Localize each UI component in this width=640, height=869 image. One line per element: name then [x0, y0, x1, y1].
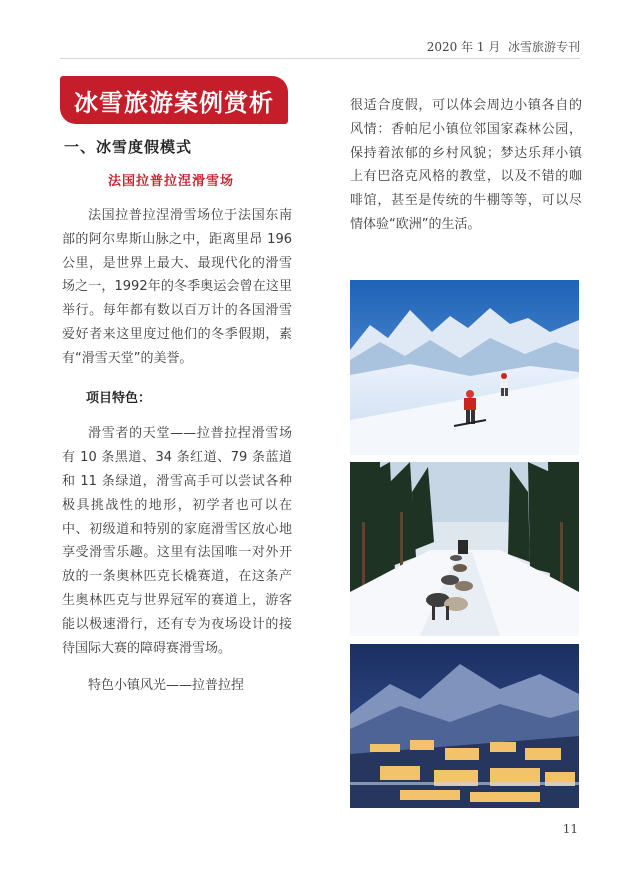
- text-line: 79 条蓝道和 11 条绿道，滑雪高: [62, 450, 292, 489]
- text-line: 的赛道上，游客能以极速滑行，: [62, 592, 292, 632]
- text-line: 滑雪乐趣。这里有法国唯一对外: [89, 545, 279, 561]
- text-line: 离里昂 196 公里，是世界上最大、: [62, 231, 292, 271]
- page-header: [0, 0, 640, 62]
- text-line: 风格的教堂，以及不错的咖啡馆，: [350, 169, 582, 209]
- header-journal: 冰雪旅游专刊: [507, 40, 580, 54]
- text-line: 最现代化的滑雪场之一，1992: [62, 255, 292, 295]
- features-paragraph: [62, 422, 292, 660]
- photo-alpine-skiers: [350, 280, 579, 455]
- right-text-column: [350, 94, 582, 237]
- text-line: 滑雪者的天堂——拉普拉捏: [88, 426, 252, 442]
- text-line: 很适合度假，可以体会周边小镇: [350, 98, 542, 113]
- text-line: 各自的风情：香帕尼小镇位邻国: [350, 98, 582, 137]
- text-line: 东南部的阿尔卑斯山脉之中，距: [62, 208, 292, 247]
- text-line: 赛的障碍赛滑雪场。: [114, 640, 232, 656]
- header-title: [427, 38, 580, 55]
- text-line: 法国拉普拉涅滑雪场位于法国: [88, 208, 266, 223]
- intro-paragraph: [62, 204, 292, 371]
- text-line: 期，素有“滑雪天堂”的美誉。: [62, 326, 292, 366]
- text-line: 在这条产生奥林匹克与世界冠军: [62, 569, 292, 608]
- page-number: 11: [562, 822, 578, 836]
- section-banner: 冰雪旅游案例赏析: [60, 76, 288, 124]
- header-issue: 2020 年 1 月: [426, 40, 501, 54]
- text-line: 形，初学者也可以在中、初级道: [62, 497, 292, 537]
- photo-dog-sled: [350, 462, 579, 636]
- text-line: 每年都有数以百万计的各国滑雪: [102, 303, 292, 319]
- header-divider: [60, 58, 580, 59]
- text-line: 还有专为夜场设计的接待国际大: [62, 616, 292, 656]
- text-line: 甚至是传统的牛棚等等，可以尽: [391, 193, 582, 209]
- text-line: 情体验“欧洲”的生活。: [350, 216, 481, 232]
- text-line: 年的冬季奥运会曾在这里举行。: [62, 279, 292, 319]
- skier-white: [500, 373, 508, 396]
- text-line: 爱好者来这里度过他们的冬季假: [62, 326, 252, 342]
- photo-night-village: [350, 644, 579, 808]
- text-line: 滑雪场有 10 条黑道、34 条红道、: [62, 426, 292, 466]
- text-line: 家森林公园，保持着浓郁的乡村: [350, 121, 582, 161]
- features-heading: 项目特色：: [86, 390, 152, 406]
- town-paragraph: 特色小镇风光——拉普拉捏: [88, 678, 245, 694]
- text-line: 风貌；梦达乐拜小镇上有巴洛克: [350, 145, 582, 185]
- text-line: 和特别的家庭滑雪区放心地享受: [62, 521, 292, 561]
- resort-subheading: 法国拉普拉涅滑雪场: [108, 174, 235, 189]
- left-text-column: [62, 204, 292, 698]
- section-heading: 一、冰雪度假模式: [64, 138, 193, 156]
- text-line: 开放的一条奥林匹克长橇赛道，: [62, 545, 292, 585]
- text-line: 手可以尝试各种极具挑战性的地: [62, 473, 292, 513]
